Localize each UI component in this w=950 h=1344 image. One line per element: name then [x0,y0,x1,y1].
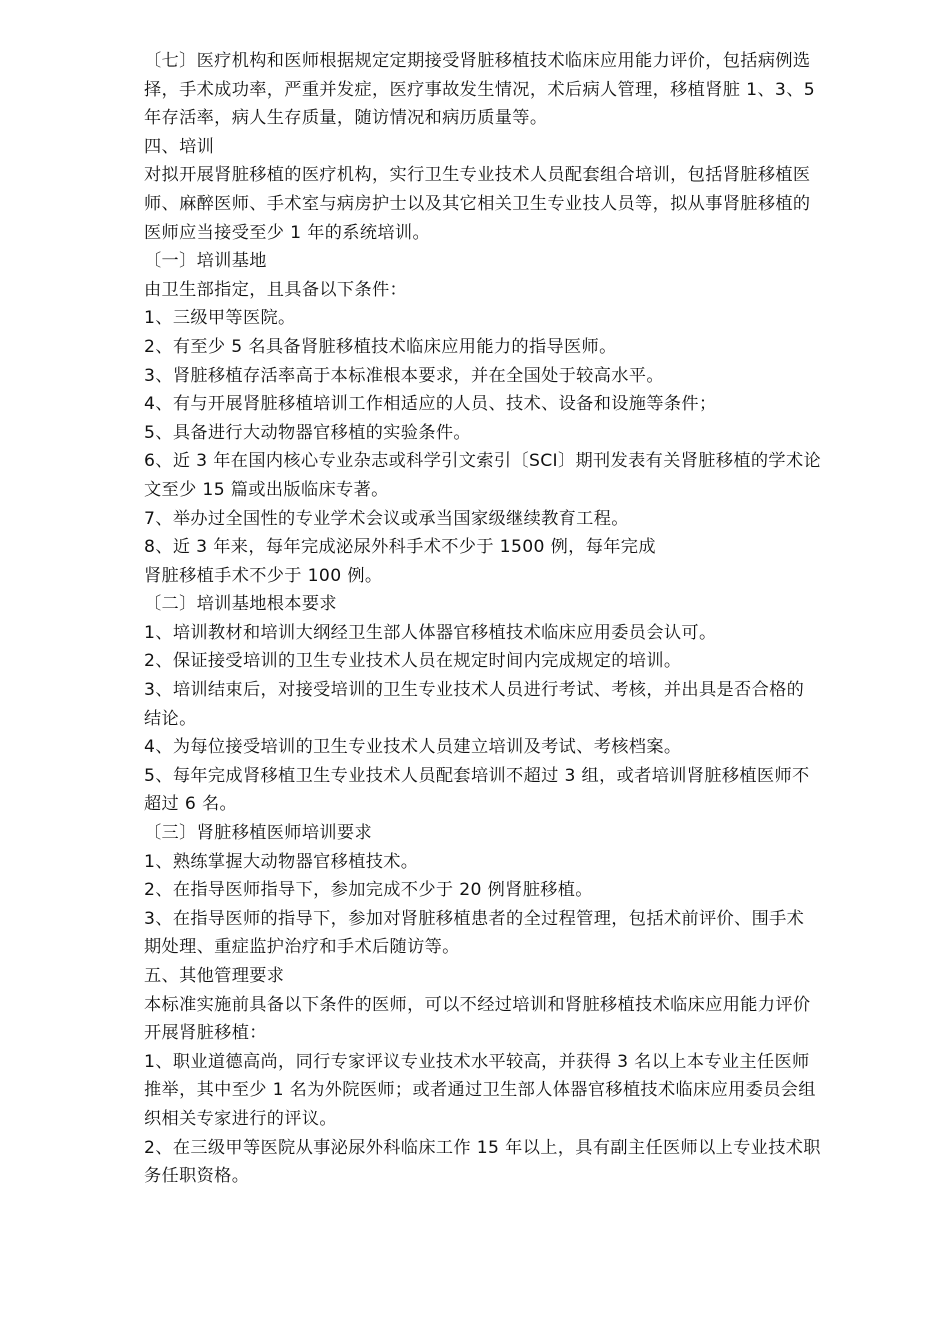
list-item-continuation: 推举，其中至少 1 名为外院医师；或者通过卫生部人体器官移植技术临床应用委员会组 [144,1080,816,1101]
subsection-heading: 〔一〕培训基地 [144,251,267,272]
section-heading: 四、培训 [144,136,215,157]
list-item: 8、近 3 年来，每年完成泌尿外科手术不少于 1500 例，每年完成 [144,537,656,558]
text-line: 年存活率，病人生存质量，随访情况和病历质量等。 [144,108,548,129]
text-line: 〔七〕医疗机构和医师根据规定定期接受肾脏移植技术临床应用能力评价，包括病例选 [144,51,811,71]
list-item-continuation: 超过 6 名。 [144,794,238,815]
text-line: 对拟开展肾脏移植的医疗机构，实行卫生专业技术人员配套组合培训，包括肾脏移植医 [144,165,811,186]
list-item: 6、近 3 年在国内核心专业杂志或科学引文索引〔SCI〕期刊发表有关肾脏移植的学术论 [144,451,822,472]
text-line: 由卫生部指定，且具备以下条件： [144,279,408,300]
list-item: 5、每年完成肾移植卫生专业技术人员配套培训不超过 3 组，或者培训肾脏移植医师不 [144,765,810,786]
text-line: 师、麻醉医师、手术室与病房护士以及其它相关卫生专业技人员等，拟从事肾脏移植的 [144,193,811,214]
list-item-continuation: 务任职资格。 [144,1166,250,1187]
subsection-heading: 〔二〕培训基地根本要求 [144,594,337,615]
list-item: 7、举办过全国性的专业学术会议或承当国家级继续教育工程。 [144,508,629,529]
list-item: 1、三级甲等医院。 [144,308,296,329]
document-page [144,47,874,1191]
list-item-continuation: 结论。 [144,708,197,729]
list-item-continuation: 肾脏移植手术不少于 100 例。 [144,565,383,586]
list-item: 3、培训结束后，对接受培训的卫生专业技术人员进行考试、考核，并出具是否合格的 [144,680,805,701]
subsection-heading: 〔三〕肾脏移植医师培训要求 [144,823,372,844]
section-heading: 五、其他管理要求 [144,966,285,986]
text-line: 开展肾脏移植： [144,1023,267,1044]
text-line: 本标准实施前具备以下条件的医师，可以不经过培训和肾脏移植技术临床应用能力评价 [144,994,811,1015]
list-item: 1、熟练掌握大动物器官移植技术。 [144,851,419,872]
list-item: 3、在指导医师的指导下，参加对肾脏移植患者的全过程管理，包括术前评价、围手术 [144,908,805,929]
text-line: 医师应当接受至少 1 年的系统培训。 [144,222,430,243]
list-item: 5、具备进行大动物器官移植的实验条件。 [144,422,471,443]
text-line: 择，手术成功率，严重并发症，医疗事故发生情况，术后病人管理，移植肾脏 1、3、5 [144,79,816,100]
list-item-continuation: 织相关专家进行的评议。 [144,1108,337,1129]
list-item: 4、有与开展肾脏移植培训工作相适应的人员、技术、设备和设施等条件； [144,394,717,415]
list-item: 2、在三级甲等医院从事泌尿外科临床工作 15 年以上，具有副主任医师以上专业技术职 [144,1137,821,1158]
list-item: 1、培训教材和培训大纲经卫生部人体器官移植技术临床应用委员会认可。 [144,622,717,643]
list-item: 2、保证接受培训的卫生专业技术人员在规定时间内完成规定的培训。 [144,651,682,672]
list-item: 1、职业道德高尚，同行专家评议专业技术水平较高，并获得 3 名以上本专业主任医师 [144,1051,810,1072]
list-item: 3、肾脏移植存活率高于本标准根本要求，并在全国处于较高水平。 [144,365,664,386]
list-item: 2、有至少 5 名具备肾脏移植技术临床应用能力的指导医师。 [144,336,617,357]
list-item-continuation: 期处理、重症监护治疗和手术后随访等。 [144,937,460,958]
list-item: 4、为每位接受培训的卫生专业技术人员建立培训及考试、考核档案。 [144,737,682,758]
list-item-continuation: 文至少 15 篇或出版临床专著。 [144,479,389,500]
list-item: 2、在指导医师指导下，参加完成不少于 20 例肾脏移植。 [144,880,593,901]
